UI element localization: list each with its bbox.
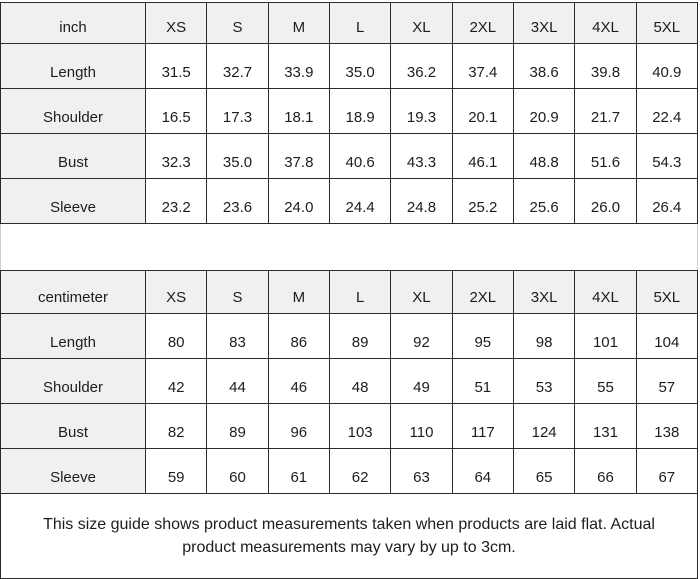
row-label-cell: Bust <box>1 134 146 179</box>
row-label-cell: Shoulder <box>1 89 146 134</box>
value-cell: 53 <box>513 359 574 404</box>
measurement-row <box>1 359 698 404</box>
value-cell: 51.6 <box>575 134 636 179</box>
size-guide-note <box>0 494 698 579</box>
value-cell: 25.2 <box>452 179 513 224</box>
centimeter-size-table <box>0 270 698 494</box>
spacer-cell <box>575 224 636 270</box>
value-cell: 35.0 <box>207 134 268 179</box>
value-cell: 26.0 <box>575 179 636 224</box>
value-cell: 20.9 <box>513 89 574 134</box>
value-cell: 17.3 <box>207 89 268 134</box>
value-cell: 23.2 <box>146 179 207 224</box>
value-cell: 21.7 <box>575 89 636 134</box>
spacer-row <box>0 224 698 270</box>
value-cell: 101 <box>575 314 636 359</box>
value-cell: 40.9 <box>636 44 697 89</box>
value-cell: 43.3 <box>391 134 452 179</box>
spacer-cell <box>452 224 513 270</box>
size-column-header: S <box>207 3 268 44</box>
value-cell: 89 <box>207 404 268 449</box>
value-cell: 48 <box>329 359 390 404</box>
unit-header-cell: centimeter <box>1 271 146 314</box>
value-cell: 46.1 <box>452 134 513 179</box>
measurement-row <box>1 314 698 359</box>
size-column-header: XL <box>391 3 452 44</box>
value-cell: 44 <box>207 359 268 404</box>
value-cell: 59 <box>146 449 207 494</box>
spacer-cell <box>146 224 207 270</box>
value-cell: 82 <box>146 404 207 449</box>
value-cell: 104 <box>636 314 697 359</box>
value-cell: 98 <box>513 314 574 359</box>
value-cell: 33.9 <box>268 44 329 89</box>
value-cell: 51 <box>452 359 513 404</box>
value-cell: 57 <box>636 359 697 404</box>
measurement-row <box>1 44 698 89</box>
value-cell: 39.8 <box>575 44 636 89</box>
value-cell: 32.7 <box>207 44 268 89</box>
value-cell: 40.6 <box>329 134 390 179</box>
value-cell: 35.0 <box>329 44 390 89</box>
value-cell: 63 <box>391 449 452 494</box>
value-cell: 20.1 <box>452 89 513 134</box>
value-cell: 61 <box>268 449 329 494</box>
value-cell: 36.2 <box>391 44 452 89</box>
value-cell: 60 <box>207 449 268 494</box>
value-cell: 24.8 <box>391 179 452 224</box>
header-row <box>1 271 698 314</box>
value-cell: 37.4 <box>452 44 513 89</box>
value-cell: 64 <box>452 449 513 494</box>
size-guide-note-text: This size guide shows product measurements taken when products are laid flat. Actual product measurements may vary by up to 3cm. <box>43 516 655 556</box>
value-cell: 25.6 <box>513 179 574 224</box>
value-cell: 89 <box>329 314 390 359</box>
row-label-cell: Sleeve <box>1 179 146 224</box>
value-cell: 32.3 <box>146 134 207 179</box>
value-cell: 65 <box>513 449 574 494</box>
value-cell: 66 <box>575 449 636 494</box>
spacer-cell <box>1 224 146 270</box>
value-cell: 18.9 <box>329 89 390 134</box>
spacer-cell <box>513 224 574 270</box>
value-cell: 110 <box>391 404 452 449</box>
row-label-cell: Shoulder <box>1 359 146 404</box>
measurement-row <box>1 449 698 494</box>
size-column-header: 5XL <box>636 3 697 44</box>
value-cell: 46 <box>268 359 329 404</box>
value-cell: 22.4 <box>636 89 697 134</box>
value-cell: 83 <box>207 314 268 359</box>
value-cell: 26.4 <box>636 179 697 224</box>
size-column-header: 4XL <box>575 271 636 314</box>
size-column-header: XS <box>146 3 207 44</box>
value-cell: 67 <box>636 449 697 494</box>
measurement-row <box>1 179 698 224</box>
row-label-cell: Bust <box>1 404 146 449</box>
size-column-header: 2XL <box>452 3 513 44</box>
size-column-header: 5XL <box>636 271 697 314</box>
value-cell: 86 <box>268 314 329 359</box>
inch-size-table <box>0 2 698 224</box>
value-cell: 124 <box>513 404 574 449</box>
value-cell: 95 <box>452 314 513 359</box>
value-cell: 96 <box>268 404 329 449</box>
value-cell: 117 <box>452 404 513 449</box>
spacer-cell <box>636 224 697 270</box>
spacer-cell <box>268 224 329 270</box>
value-cell: 23.6 <box>207 179 268 224</box>
value-cell: 103 <box>329 404 390 449</box>
value-cell: 42 <box>146 359 207 404</box>
measurement-row <box>1 134 698 179</box>
value-cell: 54.3 <box>636 134 697 179</box>
size-column-header: 2XL <box>452 271 513 314</box>
value-cell: 16.5 <box>146 89 207 134</box>
measurement-row <box>1 89 698 134</box>
value-cell: 49 <box>391 359 452 404</box>
value-cell: 62 <box>329 449 390 494</box>
spacer-cell <box>330 224 391 270</box>
value-cell: 138 <box>636 404 697 449</box>
size-column-header: 3XL <box>513 3 574 44</box>
size-column-header: M <box>268 271 329 314</box>
value-cell: 18.1 <box>268 89 329 134</box>
size-column-header: L <box>329 271 390 314</box>
value-cell: 19.3 <box>391 89 452 134</box>
value-cell: 38.6 <box>513 44 574 89</box>
unit-header-cell: inch <box>1 3 146 44</box>
measurement-row <box>1 404 698 449</box>
value-cell: 55 <box>575 359 636 404</box>
value-cell: 80 <box>146 314 207 359</box>
value-cell: 37.8 <box>268 134 329 179</box>
size-column-header: XL <box>391 271 452 314</box>
size-column-header: XS <box>146 271 207 314</box>
size-column-header: 4XL <box>575 3 636 44</box>
value-cell: 48.8 <box>513 134 574 179</box>
size-column-header: S <box>207 271 268 314</box>
value-cell: 131 <box>575 404 636 449</box>
value-cell: 92 <box>391 314 452 359</box>
value-cell: 24.4 <box>329 179 390 224</box>
row-label-cell: Length <box>1 44 146 89</box>
row-label-cell: Sleeve <box>1 449 146 494</box>
size-column-header: L <box>329 3 390 44</box>
value-cell: 24.0 <box>268 179 329 224</box>
row-label-cell: Length <box>1 314 146 359</box>
size-column-header: 3XL <box>513 271 574 314</box>
header-row <box>1 3 698 44</box>
value-cell: 31.5 <box>146 44 207 89</box>
spacer-cell <box>391 224 452 270</box>
spacer-cell <box>207 224 268 270</box>
size-column-header: M <box>268 3 329 44</box>
